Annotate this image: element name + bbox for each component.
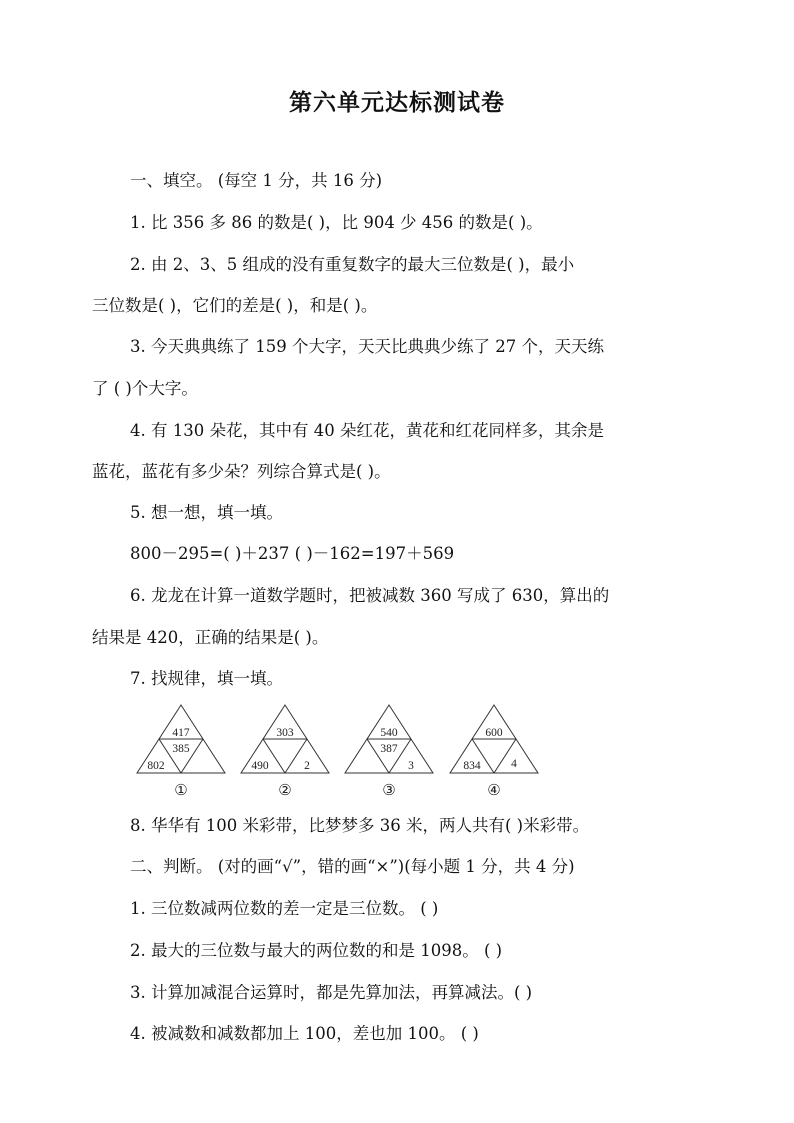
triangle-2-label: ② bbox=[278, 781, 292, 799]
triangle-3-right: 3 bbox=[408, 760, 414, 772]
question-2-4: 4. 被减数和减数都加上 100，差也加 100。 ( ) bbox=[130, 1024, 479, 1043]
triangle-3-middle: 387 bbox=[380, 743, 398, 755]
triangle-4-right: 4 bbox=[511, 758, 517, 770]
triangle-3-top: 540 bbox=[380, 727, 398, 739]
question-1-4-line2: 蓝花，蓝花有多少朵？列综合算式是( )。 bbox=[92, 462, 391, 481]
page-title: 第六单元达标测试卷 bbox=[289, 90, 505, 116]
triangle-1-middle: 385 bbox=[172, 743, 190, 755]
question-2-3: 3. 计算加减混合运算时，都是先算加法，再算减法。( ) bbox=[130, 983, 533, 1002]
question-1-8: 8. 华华有 100 米彩带，比梦梦多 36 米，两人共有( )米彩带。 bbox=[130, 816, 590, 835]
question-1-2-line1: 2. 由 2、3、5 组成的没有重复数字的最大三位数是( )，最小 bbox=[130, 255, 575, 274]
pattern-triangle-3 bbox=[345, 705, 433, 805]
question-1-3-line1: 3. 今天典典练了 159 个大字，天天比典典少练了 27 个，天天练 bbox=[130, 337, 604, 356]
question-1-7: 7. 找规律，填一填。 bbox=[130, 669, 283, 688]
pattern-triangle-1 bbox=[137, 705, 225, 805]
triangle-4-top: 600 bbox=[485, 727, 503, 739]
pattern-triangle-4 bbox=[450, 705, 538, 805]
question-1-6-line2: 结果是 420，正确的结果是( )。 bbox=[92, 628, 329, 647]
question-1-4-line1: 4. 有 130 朵花，其中有 40 朵红花，黄花和红花同样多，其余是 bbox=[130, 421, 604, 440]
section2-heading: 二、判断。 (对的画“√”，错的画“×”)(每小题 1 分，共 4 分) bbox=[130, 857, 575, 876]
pattern-triangle-2 bbox=[241, 705, 329, 805]
triangle-3-label: ③ bbox=[382, 781, 396, 799]
question-1-5-equations: 800－295=( )＋237 ( )－162=197＋569 bbox=[130, 544, 455, 563]
triangle-2-top: 303 bbox=[276, 727, 294, 739]
question-1-5: 5. 想一想，填一填。 bbox=[130, 503, 283, 522]
triangle-1-top: 417 bbox=[172, 727, 190, 739]
question-1-2-line2: 三位数是( )，它们的差是( )，和是( )。 bbox=[92, 296, 378, 315]
section1-heading: 一、填空。 (每空 1 分，共 16 分) bbox=[130, 171, 383, 190]
question-1-1: 1. 比 356 多 86 的数是( )，比 904 少 456 的数是( )。 bbox=[130, 213, 543, 232]
question-1-6-line1: 6. 龙龙在计算一道数学题时，把被减数 360 写成了 630，算出的 bbox=[130, 586, 610, 605]
triangle-4-label: ④ bbox=[487, 781, 501, 799]
question-1-3-line2: 了 ( )个大字。 bbox=[92, 379, 198, 398]
triangle-2-left: 490 bbox=[251, 760, 269, 772]
triangle-1-label: ① bbox=[174, 781, 188, 799]
triangle-4-left: 834 bbox=[463, 760, 481, 772]
question-2-1: 1. 三位数减两位数的差一定是三位数。 ( ) bbox=[130, 899, 439, 918]
triangle-1-left: 802 bbox=[147, 760, 165, 772]
question-2-2: 2. 最大的三位数与最大的两位数的和是 1098。 ( ) bbox=[130, 941, 503, 960]
triangle-2-right: 2 bbox=[304, 760, 310, 772]
